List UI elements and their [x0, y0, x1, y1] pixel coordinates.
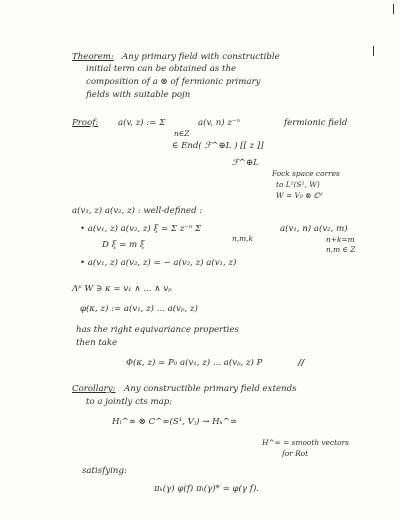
equivariance-formula: πₖ(γ) φ(f) πₗ(γ)* = φ(γ f). — [154, 484, 260, 494]
product-well-defined: a(v₁, z) a(v₂, z) : well-defined : — [72, 206, 203, 216]
smooth-vectors-note: H^∞ = smooth vectors — [262, 438, 349, 447]
fermionic-field-label: fermionic field — [284, 118, 348, 128]
corollary-line: Any constructible primary field extends — [124, 384, 297, 394]
anticommutation: • a(v₁, z) a(v₂, z) = − a(v₂, z) a(v₁, z) — [80, 258, 237, 268]
wedge-element: Λᵖ W ∋ κ = v₁ ∧ ... ∧ vₚ — [72, 284, 172, 294]
theorem-line: initial term can be obtained as the — [86, 64, 237, 74]
smooth-vectors-note: for Rot — [282, 449, 309, 458]
theorem-line: Any primary field with constructible — [122, 52, 280, 62]
equivariance-line: has the right equivariance properties — [76, 325, 239, 335]
phi-definition: φ(κ, z) := a(v₁, z) ... a(vₚ, z) — [80, 304, 198, 314]
equivariance-line: then take — [76, 338, 118, 348]
fock-note: Fock space corres — [272, 169, 340, 178]
theorem-line: composition of a ⊗ of fermionic primary — [86, 77, 261, 87]
field-definition-rhs: a(v, n) z⁻ⁿ — [198, 118, 240, 128]
endomorphism-space: ∈ End( ℱ^⊕L ) [[ z ]] — [172, 141, 264, 151]
qed-mark: // — [298, 358, 305, 368]
projected-field: Φ(κ, z) = P₀ a(v₁, z) ... a(vₚ, z) P — [126, 358, 263, 368]
corollary-heading: Corollary: — [72, 384, 116, 394]
margin-mark — [373, 46, 374, 56]
corollary-line: to a jointly cts map: — [86, 397, 173, 407]
bullet-expansion: • a(v₁, z) a(v₂, z) ξ = Σ z⁻ⁿ Σ — [80, 224, 202, 234]
bullet-expansion-rhs: a(v₁, n) a(v₂, m) — [280, 224, 348, 234]
satisfying-label: satisfying: — [82, 466, 127, 476]
extension-map: Hₗ^∞ ⊗ C^∞(S¹, Vⱼ) → Hₖ^∞ — [112, 417, 238, 427]
fock-note: to L²(S¹, W) — [276, 180, 320, 189]
grading-relation: D ξ = m ξ — [102, 240, 145, 250]
sum-index: n,m,k — [232, 234, 253, 243]
theorem-line: fields with suitable pojn — [86, 90, 191, 100]
fock-symbol: ℱ^⊕L — [232, 158, 259, 168]
index-condition: n,m ∈ Z — [326, 245, 356, 254]
sum-index: n∈Z — [174, 129, 190, 138]
fock-note: W = V₀ ⊗ ℂᵈ — [276, 191, 323, 200]
index-condition: n+k=m — [326, 235, 355, 244]
proof-heading: Proof: — [72, 118, 99, 128]
margin-tick — [393, 4, 394, 14]
theorem-heading: Theorem: — [72, 52, 114, 62]
field-definition: a(v, z) := Σ — [118, 118, 166, 128]
